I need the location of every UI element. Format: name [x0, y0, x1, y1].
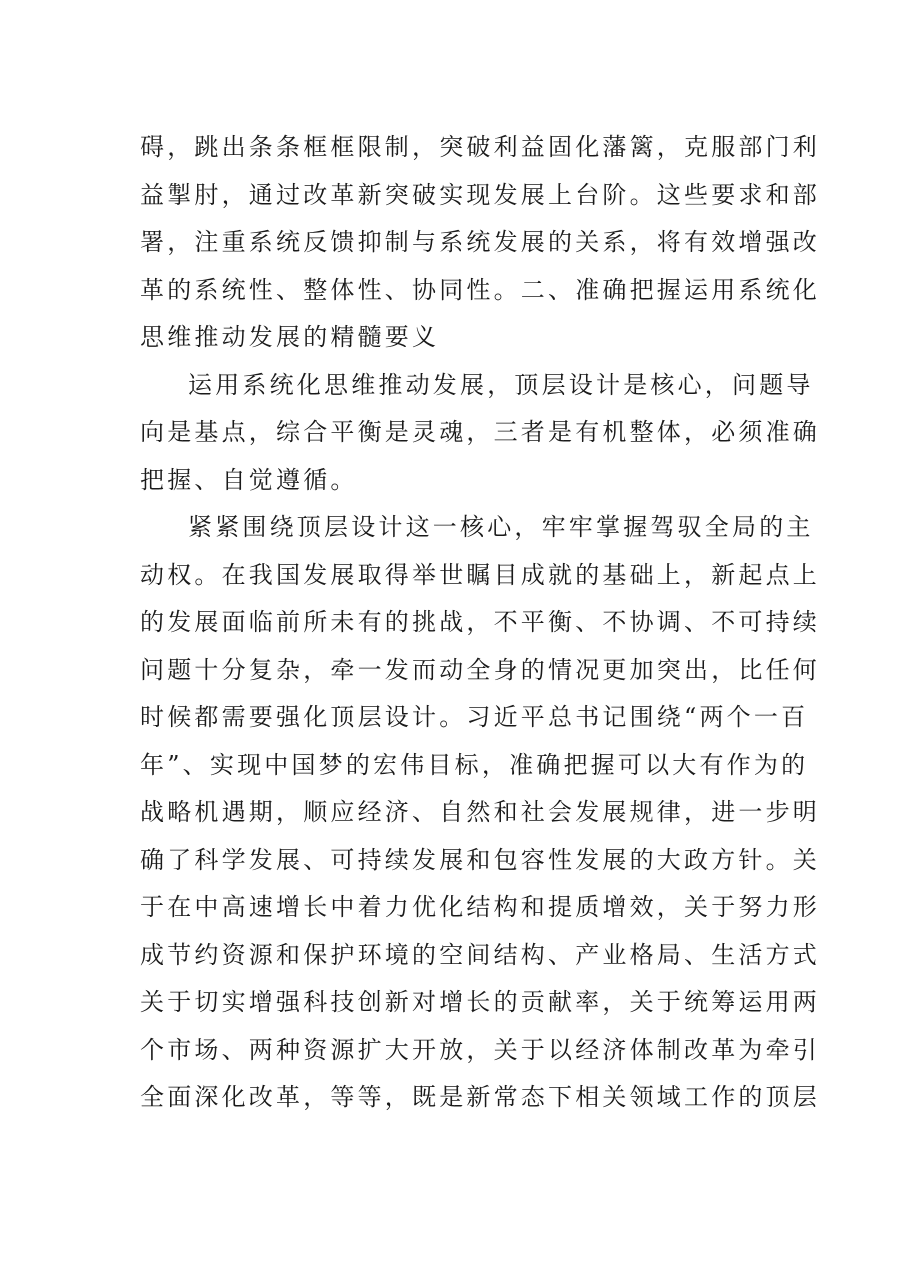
- text-line: 碍，跳出条条框框限制，突破利益固化藩篱，克服部门利: [140, 133, 820, 161]
- text-line: 关于切实增强科技创新对增长的贡献率，关于统筹运用两: [140, 988, 820, 1016]
- paragraph-top-level-design: [140, 504, 820, 1122]
- text-line: 个市场、两种资源扩大开放，关于以经济体制改革为牵引: [140, 1035, 820, 1064]
- text-line: 革的系统性、整体性、协同性。二、准确把握运用系统化: [140, 275, 820, 304]
- text-line: 全面深化改革，等等，既是新常态下相关领域工作的顶层: [140, 1083, 820, 1111]
- paragraph-overview: [140, 362, 820, 505]
- text-line: 于在中高速增长中着力优化结构和提质增效，关于努力形: [140, 893, 820, 921]
- document-body: [140, 124, 820, 1122]
- text-line: 的发展面临前所未有的挑战，不平衡、不协调、不可持续: [140, 608, 820, 636]
- text-line: 思维推动发展的精髓要义: [140, 323, 440, 351]
- text-line: 运用系统化思维推动发展，顶层设计是核心，问题导: [188, 370, 814, 399]
- text-line: 益掣肘，通过改革新突破实现发展上台阶。这些要求和部: [140, 180, 820, 209]
- text-line: 动权。在我国发展取得举世瞩目成就的基础上，新起点上: [140, 560, 820, 589]
- text-line: 把握、自觉遵循。: [140, 465, 358, 494]
- text-line: 确了科学发展、可持续发展和包容性发展的大政方针。关: [140, 845, 820, 874]
- text-line: 战略机遇期，顺应经济、自然和社会发展规律，进一步明: [140, 798, 820, 826]
- text-line: 问题十分复杂，牵一发而动全身的情况更加突出，比任何: [140, 655, 820, 684]
- text-line: 时候都需要强化顶层设计。习近平总书记围绕“两个一百: [140, 703, 809, 731]
- paragraph-continuation: [140, 124, 820, 362]
- text-line: 向是基点，综合平衡是灵魂，三者是有机整体，必须准确: [140, 418, 820, 446]
- text-line: 成节约资源和保护环境的空间结构、产业格局、生活方式: [140, 940, 820, 969]
- text-line: 年”、实现中国梦的宏伟目标，准确把握可以大有作为的: [140, 750, 809, 779]
- text-line: 署，注重系统反馈抑制与系统发展的关系，将有效增强改: [140, 228, 820, 256]
- text-line: 紧紧围绕顶层设计这一核心，牢牢掌握驾驭全局的主: [188, 513, 814, 541]
